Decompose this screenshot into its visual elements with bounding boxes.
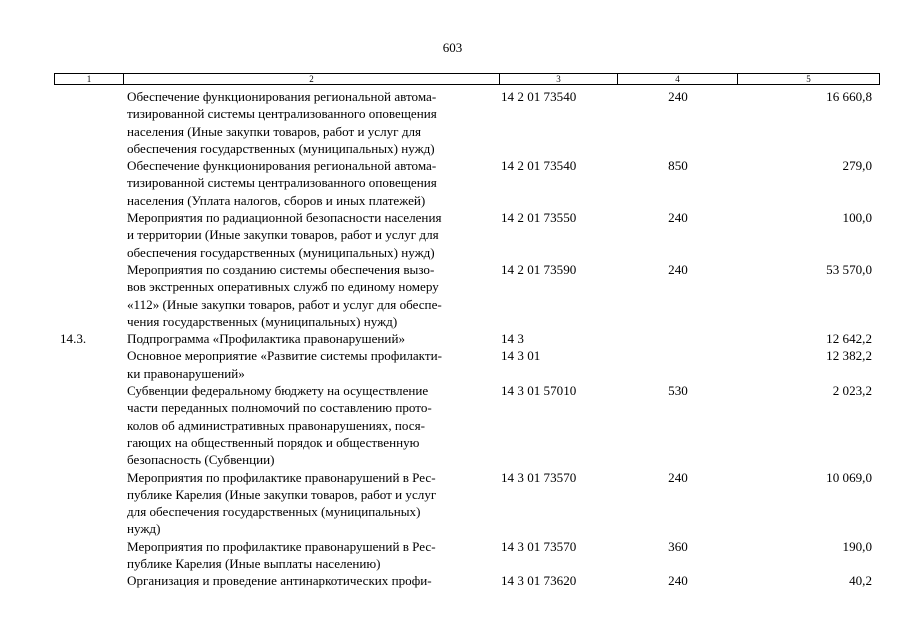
table-row <box>54 382 880 468</box>
row-number: 14.3. <box>60 331 87 347</box>
table-row <box>54 469 880 538</box>
description-line: нужд) <box>127 521 161 537</box>
row-description <box>123 382 499 468</box>
row-target-code: 14 3 01 73570 <box>501 538 577 554</box>
description-line: и территории (Иные закупки товаров, работ и услуг для <box>127 227 439 243</box>
row-amount: 12 382,2 <box>826 348 872 364</box>
row-amount: 12 642,2 <box>826 331 872 347</box>
description-line: Основное мероприятие «Развитие системы профилакти- <box>127 348 442 364</box>
row-description <box>123 209 499 261</box>
row-target-code: 14 3 <box>501 331 524 347</box>
row-target-code: 14 3 01 73570 <box>501 469 577 485</box>
description-line: Подпрограмма «Профилактика правонарушений» <box>127 331 405 347</box>
row-description <box>123 157 499 209</box>
description-line: тизированной системы централизованного оповещения <box>127 106 437 122</box>
row-expense-type: 240 <box>668 89 688 104</box>
row-target-code: 14 3 01 <box>501 348 541 364</box>
row-amount: 53 570,0 <box>826 261 872 277</box>
row-expense-type: 240 <box>668 573 688 589</box>
description-line: Субвенции федеральному бюджету на осуществление <box>127 383 429 399</box>
description-line: чения государственных (муниципальных) нужд) <box>127 313 398 329</box>
header-col-2: 2 <box>124 74 500 84</box>
row-description <box>123 572 499 589</box>
row-description <box>123 469 499 538</box>
row-target-code: 14 2 01 73550 <box>501 210 577 226</box>
row-amount: 2 023,2 <box>832 383 872 399</box>
row-target-code: 14 2 01 73540 <box>501 158 577 174</box>
row-amount: 10 069,0 <box>826 469 872 485</box>
row-amount: 100,0 <box>842 210 872 226</box>
row-amount: 40,2 <box>849 573 872 589</box>
row-number <box>54 88 123 157</box>
row-number <box>54 538 123 573</box>
row-amount: 16 660,8 <box>826 89 872 104</box>
row-expense-type: 240 <box>668 261 688 277</box>
description-line: обеспечения государственных (муниципальных) нужд) <box>127 244 435 260</box>
row-description <box>123 261 499 330</box>
description-line: ки правонарушений» <box>127 365 245 381</box>
description-line: вов экстренных оперативных служб по единому номеру <box>127 279 439 295</box>
row-expense-type: 530 <box>668 383 688 399</box>
description-line: населения (Уплата налогов, сборов и иных платежей) <box>127 192 426 208</box>
table-row <box>54 330 880 347</box>
header-col-5: 5 <box>806 74 811 84</box>
description-line: тизированной системы централизованного оповещения <box>127 175 437 191</box>
description-line: Обеспечение функционирования региональной автома- <box>127 158 437 174</box>
table-header <box>54 73 880 85</box>
row-amount: 279,0 <box>842 158 872 174</box>
row-description <box>123 347 499 382</box>
table-row <box>54 538 880 573</box>
description-line: части переданных полномочий по составлению прото- <box>127 400 432 416</box>
row-amount: 190,0 <box>842 538 872 554</box>
table-row <box>54 209 880 261</box>
description-line: Мероприятия по радиационной безопасности населения <box>127 210 442 226</box>
header-col-1: 1 <box>55 74 124 84</box>
table-row <box>54 347 880 382</box>
description-line: Обеспечение функционирования региональной автома- <box>127 89 437 104</box>
table-row <box>54 261 880 330</box>
row-expense-type <box>617 347 737 382</box>
row-number <box>54 347 123 382</box>
row-expense-type: 240 <box>668 210 688 226</box>
description-line: обеспечения государственных (муниципальных) нужд) <box>127 140 435 156</box>
row-expense-type: 360 <box>668 538 688 554</box>
description-line: гающих на общественный порядок и общественную <box>127 434 420 450</box>
row-number <box>54 572 123 589</box>
row-number <box>54 261 123 330</box>
row-description <box>123 330 499 347</box>
page-number: 603 <box>442 40 463 55</box>
description-line: Мероприятия по созданию системы обеспечения вызо- <box>127 261 435 277</box>
row-expense-type: 850 <box>668 158 688 174</box>
table-row <box>54 572 880 589</box>
description-line: для обеспечения государственных (муниципальных) <box>127 504 421 520</box>
row-number <box>54 157 123 209</box>
description-line: Организация и проведение антинаркотических профи- <box>127 573 432 589</box>
description-line: Мероприятия по профилактике правонарушений в Рес- <box>127 469 436 485</box>
table-body <box>54 88 880 590</box>
row-target-code: 14 2 01 73540 <box>501 89 577 104</box>
table-row <box>54 88 880 157</box>
header-col-4: 4 <box>618 74 738 84</box>
row-description <box>123 538 499 573</box>
row-number <box>54 209 123 261</box>
description-line: публике Карелия (Иные выплаты населению) <box>127 556 381 572</box>
description-line: Мероприятия по профилактике правонарушений в Рес- <box>127 538 436 554</box>
row-expense-type <box>617 330 737 347</box>
row-expense-type: 240 <box>668 469 688 485</box>
row-description <box>123 88 499 157</box>
description-line: «112» (Иные закупки товаров, работ и услуг для обеспе- <box>127 296 442 312</box>
description-line: безопасность (Субвенции) <box>127 452 275 468</box>
row-target-code: 14 3 01 73620 <box>501 573 577 589</box>
header-col-3: 3 <box>500 74 618 84</box>
row-number <box>54 469 123 538</box>
row-target-code: 14 2 01 73590 <box>501 261 577 277</box>
row-target-code: 14 3 01 57010 <box>501 383 577 399</box>
description-line: населения (Иные закупки товаров, работ и услуг для <box>127 123 422 139</box>
row-number <box>54 382 123 468</box>
description-line: колов об административных правонарушениях, пося- <box>127 417 425 433</box>
table-row <box>54 157 880 209</box>
description-line: публике Карелия (Иные закупки товаров, работ и услуг <box>127 486 437 502</box>
